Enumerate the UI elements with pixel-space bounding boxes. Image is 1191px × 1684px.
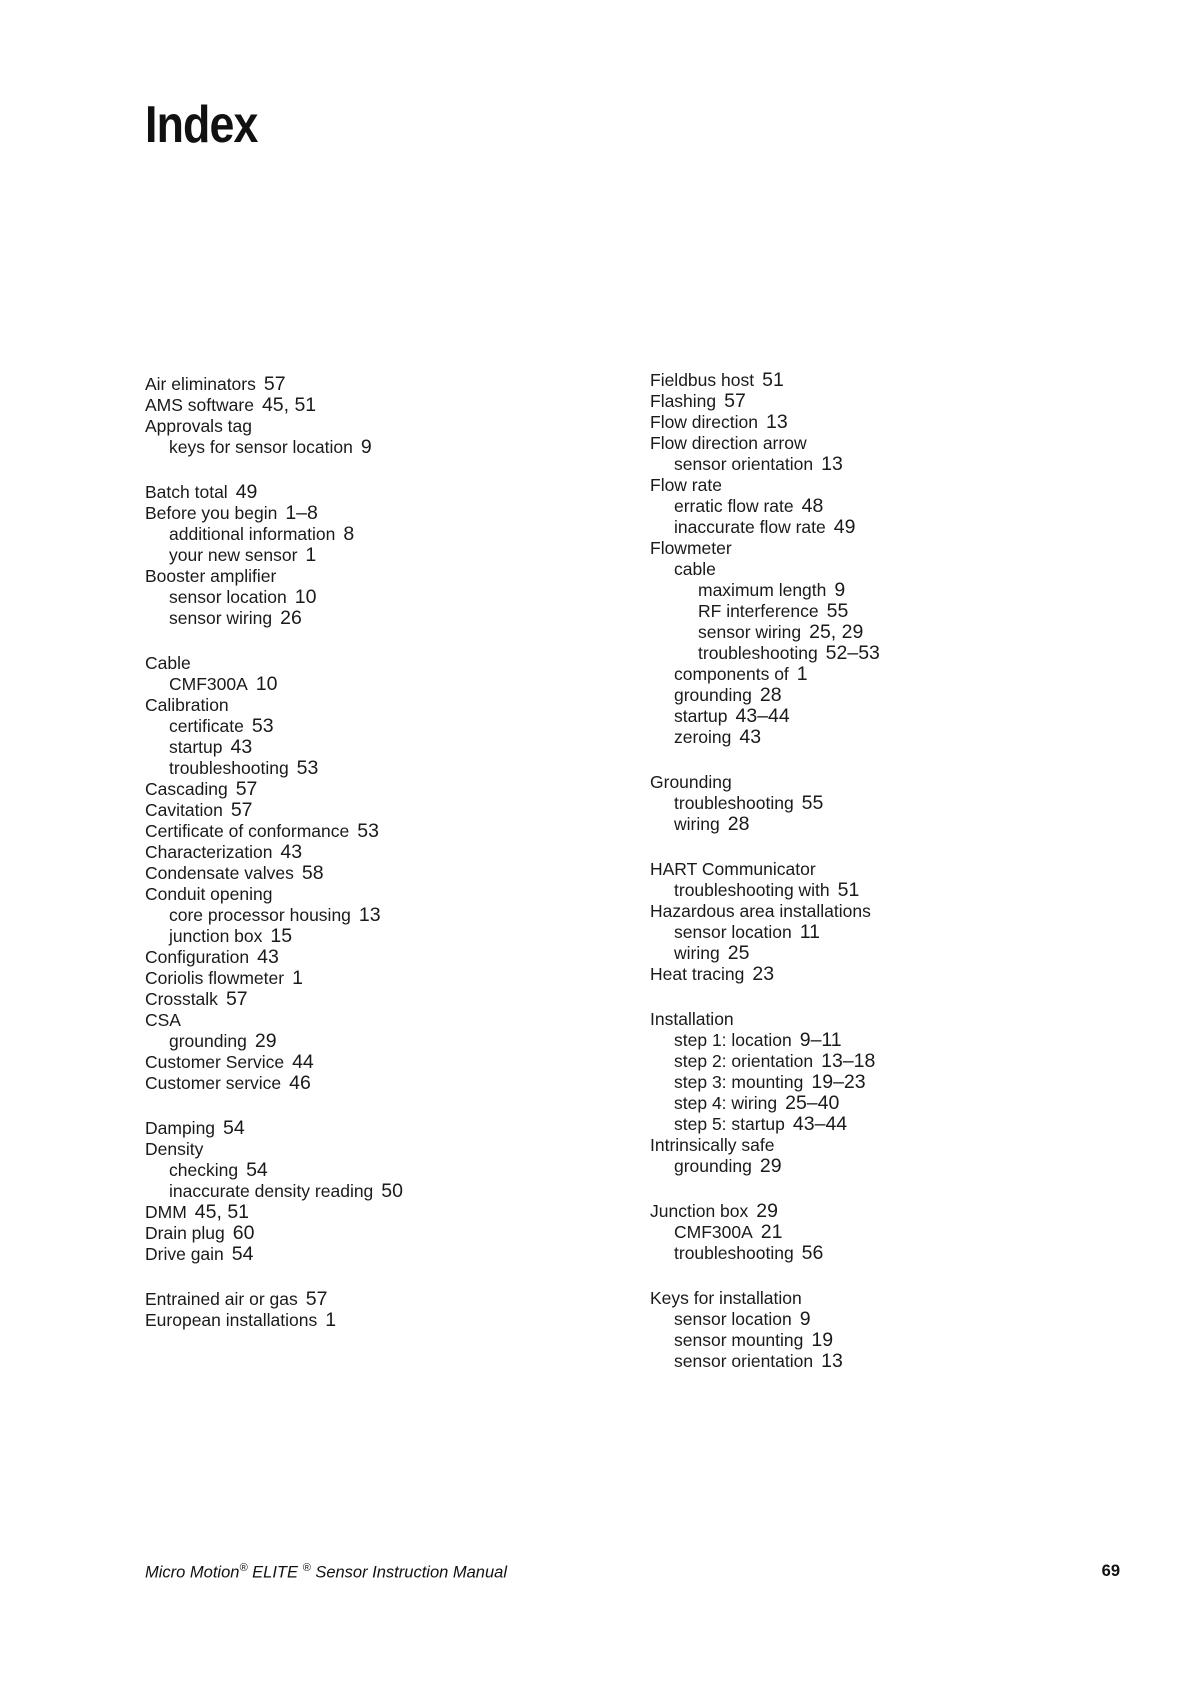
index-page-ref: 25: [727, 942, 750, 964]
index-page-ref: 10: [294, 586, 317, 608]
index-term: AMS software: [145, 395, 254, 415]
index-term: troubleshooting: [674, 793, 794, 813]
index-page-ref: 43: [230, 736, 253, 758]
index-entry: [145, 905, 615, 926]
index-term: step 5: startup: [674, 1114, 785, 1134]
index-page-ref: 49: [235, 481, 258, 503]
index-entry: [145, 1031, 615, 1052]
index-group: [650, 772, 1120, 835]
index-entry: [650, 772, 1120, 793]
index-entry: [145, 1310, 615, 1331]
index-group: [650, 859, 1120, 985]
index-entry: [650, 922, 1120, 943]
index-term: Flow rate: [650, 475, 722, 495]
index-column-left: [145, 374, 615, 1355]
index-page-ref: 1: [292, 967, 303, 989]
index-entry: [145, 395, 615, 416]
index-page-ref: 49: [833, 516, 856, 538]
index-page-ref: 57: [230, 799, 253, 821]
index-term: RF interference: [698, 601, 819, 621]
index-entry: [650, 496, 1120, 517]
index-group: [145, 653, 615, 1094]
index-entry: [650, 793, 1120, 814]
index-page-ref: 15: [270, 925, 293, 947]
index-term: Installation: [650, 1009, 734, 1029]
index-entry: [145, 566, 615, 587]
index-page-ref: 1: [305, 544, 317, 566]
index-entry: [145, 1118, 615, 1139]
index-entry: [145, 587, 615, 608]
index-term: wiring: [674, 943, 720, 963]
index-entry: [145, 1073, 615, 1094]
index-entry: [650, 643, 1120, 664]
index-term: step 4: wiring: [674, 1093, 778, 1113]
index-term: Drain plug: [145, 1223, 225, 1243]
index-entry: [650, 475, 1120, 496]
index-entry: [145, 947, 615, 968]
index-term: Condensate valves: [145, 863, 294, 883]
index-entry: [145, 608, 615, 629]
index-term: core processor housing: [169, 905, 351, 925]
index-term: sensor mounting: [674, 1330, 804, 1350]
index-page-ref: 29: [759, 1155, 782, 1177]
index-term: troubleshooting: [698, 643, 818, 663]
index-term: Flashing: [650, 391, 717, 411]
index-entry: [650, 1114, 1120, 1135]
index-entry: [650, 706, 1120, 727]
index-entry: [145, 653, 615, 674]
index-page-ref: 13–18: [821, 1050, 876, 1072]
index-entry: [650, 1072, 1120, 1093]
index-page-ref: 9: [799, 1308, 811, 1330]
index-page-ref: 19–23: [811, 1071, 866, 1093]
index-entry: [650, 433, 1120, 454]
index-term: erratic flow rate: [674, 496, 794, 516]
index-term: Junction box: [650, 1201, 749, 1221]
index-term: keys for sensor location: [169, 437, 353, 457]
index-entry: [650, 370, 1120, 391]
index-term: HART Communicator: [650, 859, 816, 879]
index-entry: [145, 437, 615, 458]
index-group: [145, 1289, 615, 1331]
index-term: startup: [169, 737, 223, 757]
index-entry: [145, 1289, 615, 1310]
index-term: step 1: location: [674, 1030, 792, 1050]
index-term: Flowmeter: [650, 538, 732, 558]
index-page-ref: 45, 51: [194, 1201, 250, 1223]
index-entry: [650, 1093, 1120, 1114]
index-page-ref: 51: [762, 369, 784, 391]
index-term: European installations: [145, 1310, 318, 1330]
index-term: Characterization: [145, 842, 273, 862]
index-entry: [145, 884, 615, 905]
index-group: [650, 1009, 1120, 1177]
index-entry: [650, 1156, 1120, 1177]
index-term: junction box: [169, 926, 263, 946]
index-page-ref: 9–11: [799, 1029, 842, 1051]
index-term: Cable: [145, 653, 191, 673]
index-term: Certificate of conformance: [145, 821, 350, 841]
index-page-ref: 57: [305, 1288, 328, 1310]
index-term: inaccurate flow rate: [674, 517, 826, 537]
index-page-ref: 8: [343, 523, 355, 545]
index-term: your new sensor: [169, 545, 298, 565]
index-page-ref: 43: [257, 946, 279, 968]
index-term: Crosstalk: [145, 989, 218, 1009]
index-entry: [145, 800, 615, 821]
index-page-ref: 25–40: [785, 1092, 840, 1114]
index-page-ref: 44: [292, 1051, 314, 1073]
index-page-ref: 9: [834, 579, 846, 601]
footer-doc-title: Sensor Instruction Manual: [315, 1563, 507, 1582]
index-entry: [145, 779, 615, 800]
index-term: Calibration: [145, 695, 229, 715]
index-entry: [145, 416, 615, 437]
index-page-ref: 46: [289, 1072, 311, 1094]
index-group: [650, 1201, 1120, 1264]
index-page-ref: 52–53: [825, 642, 880, 664]
index-entry: [145, 1202, 615, 1223]
index-entry: [650, 880, 1120, 901]
index-page-ref: 55: [826, 600, 849, 622]
index-term: Flow direction arrow: [650, 433, 807, 453]
index-term: wiring: [674, 814, 720, 834]
index-entry: [650, 943, 1120, 964]
index-entry: [145, 737, 615, 758]
index-entry: [650, 1051, 1120, 1072]
index-page-ref: 53: [251, 715, 274, 737]
index-term: additional information: [169, 524, 336, 544]
index-term: Approvals tag: [145, 416, 253, 436]
index-term: step 3: mounting: [674, 1072, 804, 1092]
index-entry: [145, 1244, 615, 1265]
index-term: Conduit opening: [145, 884, 273, 904]
index-entry: [145, 1223, 615, 1244]
index-page-ref: 25, 29: [809, 621, 864, 643]
index-entry: [145, 968, 615, 989]
index-entry: [650, 580, 1120, 601]
index-term: CMF300A: [169, 674, 248, 694]
index-entry: [650, 559, 1120, 580]
index-entry: [650, 412, 1120, 433]
index-page-ref: 57: [724, 390, 746, 412]
index-term: Booster amplifier: [145, 566, 277, 586]
index-term: cable: [674, 559, 716, 579]
index-term: components of: [674, 664, 789, 684]
index-entry: [650, 622, 1120, 643]
index-term: Grounding: [650, 772, 732, 792]
index-entry: [650, 859, 1120, 880]
index-entry: [650, 1201, 1120, 1222]
index-entry: [145, 758, 615, 779]
index-entry: [650, 1288, 1120, 1309]
index-term: sensor orientation: [674, 454, 814, 474]
index-page-ref: 56: [801, 1242, 824, 1264]
index-page-ref: 11: [799, 921, 820, 943]
index-entry: [650, 1009, 1120, 1030]
footer-reg-mark: ®: [239, 1562, 248, 1574]
footer-product-mark: ®: [302, 1562, 311, 1574]
index-page-ref: 60: [232, 1222, 255, 1244]
index-entry: [650, 1135, 1120, 1156]
index-entry: [145, 1160, 615, 1181]
index-page-ref: 54: [246, 1159, 268, 1181]
index-term: Configuration: [145, 947, 250, 967]
index-term: Intrinsically safe: [650, 1135, 775, 1155]
index-entry: [145, 695, 615, 716]
index-term: Cavitation: [145, 800, 223, 820]
index-term: Batch total: [145, 482, 228, 502]
index-page-ref: 53: [357, 820, 379, 842]
index-term: inaccurate density reading: [169, 1181, 374, 1201]
index-term: sensor wiring: [169, 608, 273, 628]
index-page-ref: 19: [811, 1329, 834, 1351]
index-entry: [650, 454, 1120, 475]
index-entry: [650, 538, 1120, 559]
index-page-ref: 13: [821, 453, 843, 475]
index-entry: [650, 727, 1120, 748]
index-page-ref: 13: [821, 1350, 843, 1372]
index-term: grounding: [674, 1156, 752, 1176]
index-page-ref: 13: [765, 411, 788, 433]
index-entry: [650, 1351, 1120, 1372]
index-term: sensor orientation: [674, 1351, 814, 1371]
index-page-ref: 58: [301, 862, 324, 884]
index-page-ref: 28: [727, 813, 750, 835]
index-entry: [145, 1010, 615, 1031]
index-term: Before you begin: [145, 503, 278, 523]
index-entry: [650, 517, 1120, 538]
index-group: [145, 374, 615, 458]
index-entry: [145, 503, 615, 524]
index-entry: [145, 374, 615, 395]
index-term: grounding: [674, 685, 752, 705]
index-term: Air eliminators: [145, 374, 256, 394]
index-group: [650, 370, 1120, 748]
index-page-ref: 57: [263, 373, 286, 395]
index-page-ref: 43–44: [792, 1113, 848, 1135]
index-page-ref: 13: [358, 904, 381, 926]
index-term: Keys for installation: [650, 1288, 802, 1308]
index-term: troubleshooting: [169, 758, 289, 778]
index-page-ref: 50: [381, 1180, 403, 1202]
index-term: Customer Service: [145, 1052, 285, 1072]
index-term: grounding: [169, 1031, 247, 1051]
index-term: zeroing: [674, 727, 732, 747]
index-entry: [650, 1030, 1120, 1051]
index-entry: [650, 1330, 1120, 1351]
index-term: step 2: orientation: [674, 1051, 814, 1071]
index-page-ref: 1: [796, 663, 808, 685]
index-entry: [145, 545, 615, 566]
page-title: Index: [145, 96, 258, 154]
index-entry: [650, 814, 1120, 835]
index-group: [145, 482, 615, 629]
index-term: sensor location: [674, 922, 792, 942]
index-entry: [145, 1181, 615, 1202]
index-term: CMF300A: [674, 1222, 753, 1242]
index-term: startup: [674, 706, 728, 726]
index-page-ref: 45, 51: [261, 394, 317, 416]
index-term: DMM: [145, 1202, 187, 1222]
index-entry: [650, 601, 1120, 622]
index-entry: [145, 989, 615, 1010]
index-entry: [650, 901, 1120, 922]
index-page-ref: 43: [280, 841, 303, 863]
index-entry: [650, 685, 1120, 706]
index-entry: [145, 716, 615, 737]
index-entry: [145, 674, 615, 695]
index-term: Drive gain: [145, 1244, 224, 1264]
index-term: Customer service: [145, 1073, 282, 1093]
index-page-ref: 53: [296, 757, 319, 779]
index-entry: [145, 1139, 615, 1160]
index-entry: [650, 391, 1120, 412]
index-entry: [650, 664, 1120, 685]
footer-brand: Micro Motion: [145, 1563, 240, 1582]
index-term: maximum length: [698, 580, 827, 600]
footer-product: ELITE: [252, 1563, 299, 1582]
index-term: sensor location: [169, 587, 287, 607]
index-page-ref: 29: [756, 1200, 778, 1222]
index-entry: [145, 842, 615, 863]
index-column-right: [650, 370, 1120, 1396]
page-number: 69: [1101, 1562, 1120, 1580]
index-term: Hazardous area installations: [650, 901, 871, 921]
index-term: sensor location: [674, 1309, 792, 1329]
index-page-ref: 1: [325, 1309, 337, 1331]
index-page-ref: 26: [280, 607, 302, 629]
index-entry: [650, 1243, 1120, 1264]
index-page-ref: 28: [759, 684, 782, 706]
index-entry: [145, 524, 615, 545]
index-term: Entrained air or gas: [145, 1289, 298, 1309]
index-page-ref: 48: [801, 495, 824, 517]
index-term: troubleshooting with: [674, 880, 830, 900]
index-term: troubleshooting: [674, 1243, 794, 1263]
index-entry: [650, 1309, 1120, 1330]
index-page-ref: 54: [223, 1117, 245, 1139]
index-group: [145, 1118, 615, 1265]
index-page-ref: 54: [231, 1243, 254, 1265]
index-term: checking: [169, 1160, 239, 1180]
index-page-ref: 43: [739, 726, 762, 748]
index-term: certificate: [169, 716, 244, 736]
index-page-ref: 43–44: [735, 705, 790, 727]
index-term: Density: [145, 1139, 204, 1159]
index-page-ref: 9: [360, 436, 372, 458]
index-entry: [650, 964, 1120, 985]
index-term: Heat tracing: [650, 964, 745, 984]
index-page-ref: 10: [255, 673, 278, 695]
footer-manual-title: [145, 1562, 507, 1583]
index-page-ref: 57: [225, 988, 248, 1010]
index-page-ref: 57: [235, 778, 258, 800]
index-page-ref: 55: [801, 792, 824, 814]
index-group: [650, 1288, 1120, 1372]
index-entry: [145, 821, 615, 842]
index-entry: [145, 1052, 615, 1073]
index-entry: [145, 482, 615, 503]
index-page-ref: 29: [254, 1030, 277, 1052]
index-term: CSA: [145, 1010, 181, 1030]
index-entry: [650, 1222, 1120, 1243]
index-page-ref: 51: [837, 879, 860, 901]
index-term: Coriolis flowmeter: [145, 968, 285, 988]
index-page-ref: 1–8: [285, 502, 318, 524]
index-term: Damping: [145, 1118, 216, 1138]
index-term: Flow direction: [650, 412, 758, 432]
index-page-ref: 21: [760, 1221, 783, 1243]
index-page-ref: 23: [752, 963, 775, 985]
index-term: Fieldbus host: [650, 370, 755, 390]
index-entry: [145, 863, 615, 884]
index-entry: [145, 926, 615, 947]
index-term: Cascading: [145, 779, 228, 799]
index-term: sensor wiring: [698, 622, 802, 642]
